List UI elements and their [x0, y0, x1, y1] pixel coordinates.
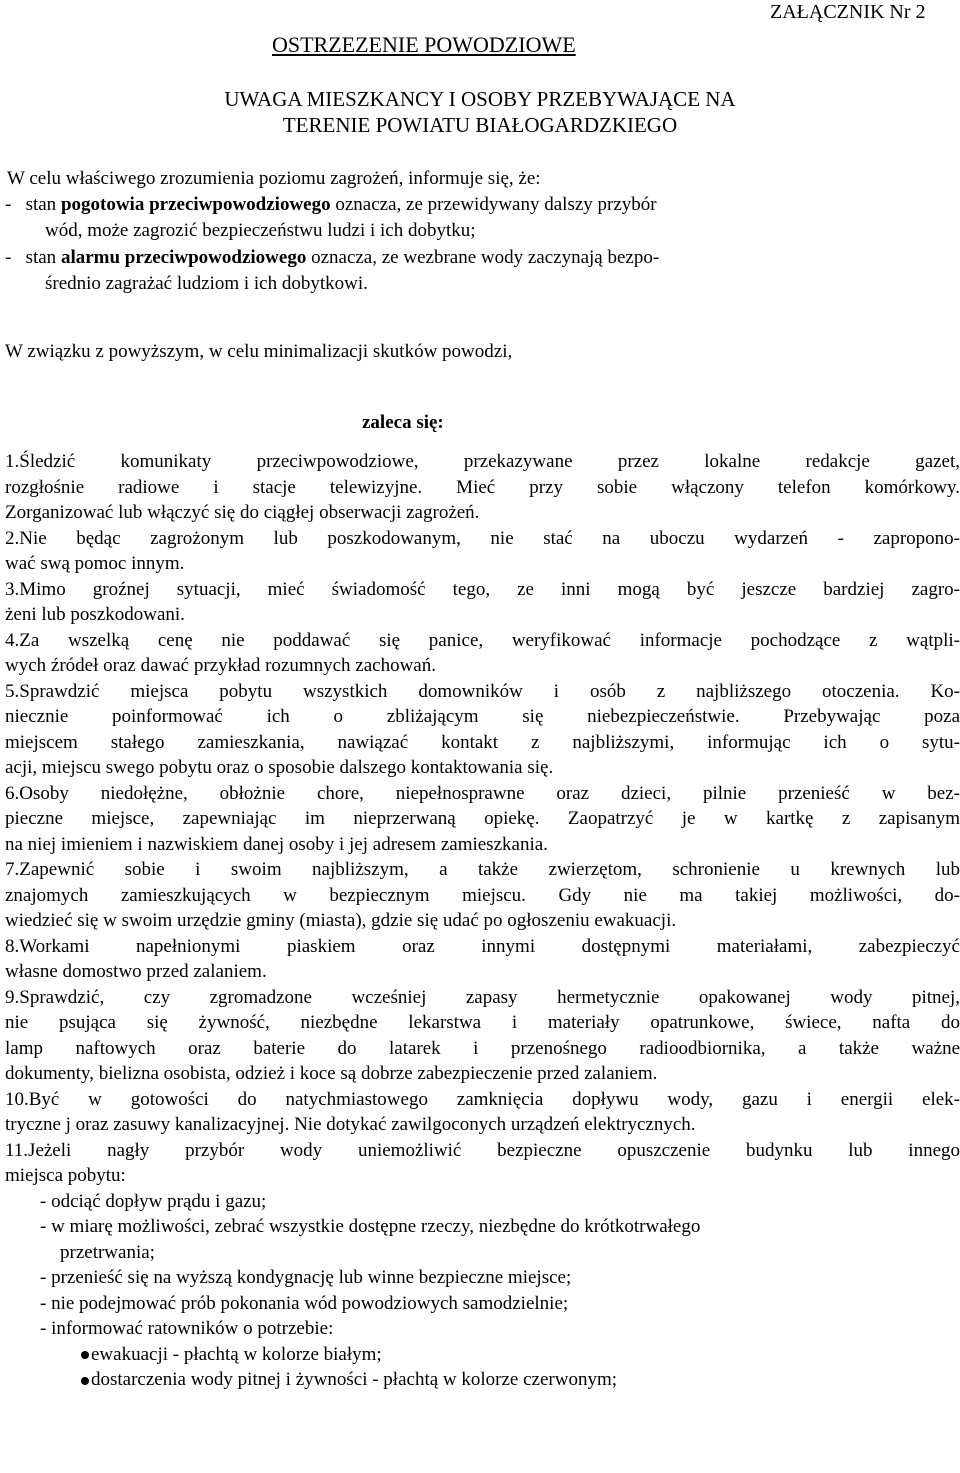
list-line: żeni lub poszkodowani.: [5, 604, 185, 625]
state-alarmu: - stan alarmu przeciwpowodziowego oznacza, ze wezbrane wody zaczynają bezpo-: [5, 247, 660, 268]
recommendation-heading: zaleca się:: [362, 412, 444, 433]
list-line: pieczne miejsce, zapewniając im nieprzerwaną opiekę. Zaopatrzyć je w kartkę z zapisanym: [5, 808, 960, 829]
list-line: miejsca pobytu:: [5, 1165, 126, 1186]
list-line: 4.Za wszelką cenę nie poddawać się panice, weryfikować informacje pochodzące z wątpli-: [5, 629, 960, 651]
sublist: [5, 1189, 960, 1342]
sublist-item: przetrwania;: [60, 1241, 155, 1263]
bullet-item: dostarczenia wody pitnej i żywności - płachtą w kolorze czerwonym;: [81, 1367, 960, 1393]
list-line: własne domostwo przed zalaniem.: [5, 961, 267, 982]
list-line: 7.Zapewnić sobie i swoim najbliższym, a także zwierzętom, schronienie u krewnych lub: [5, 859, 960, 880]
state-alarmu-continuation: średnio zagrażać ludziom i ich dobytkowi.: [45, 273, 368, 294]
bullet-icon: [81, 1351, 89, 1359]
recommendations-list: [5, 449, 960, 1393]
list-line: 1.Śledzić komunikaty przeciwpowodziowe, przekazywane przez lokalne redakcje gazet,: [5, 451, 960, 472]
state-alarmu-term: alarmu przeciwpowodziowego: [60, 247, 307, 268]
warning-heading-line-1: UWAGA MIESZKANCY I OSOBY PRZEBYWAJĄCE NA: [224, 87, 736, 111]
bullet-list: [5, 1342, 960, 1393]
sublist-item: - odciąć dopływ prądu i gazu;: [40, 1190, 267, 1212]
annex-number: ZAŁĄCZNIK Nr 2: [770, 1, 926, 23]
list-line: nie psująca się żywność, niezbędne lekarstwa i materiały opatrunkowe, świece, nafta do: [5, 1012, 960, 1033]
connector-sentence: W związku z powyższym, w celu minimalizacji skutków powodzi,: [5, 341, 513, 362]
sublist-item: - w miarę możliwości, zebrać wszystkie dostępne rzeczy, niezbędne do krótkotrwałego: [40, 1216, 701, 1237]
list-line: 6.Osoby niedołężne, obłożnie chore, niepełnosprawne oraz dzieci, pilnie przenieść w bez-: [5, 782, 960, 804]
list-line: wać swą pomoc innym.: [5, 553, 185, 574]
list-line: 5.Sprawdzić miejsca pobytu wszystkich domowników i osób z najbliższego otoczenia. Ko-: [5, 680, 960, 702]
list-line: znajomych zamieszkujących w bezpiecznym miejscu. Gdy nie ma takiej możliwości, do-: [5, 884, 960, 906]
list-line: Zorganizować lub włączyć się do ciągłej obserwacji zagrożeń.: [5, 502, 480, 523]
sublist-item: - informować ratowników o potrzebie:: [40, 1318, 334, 1339]
sublist-item: - nie podejmować prób pokonania wód powodziowych samodzielnie;: [40, 1292, 569, 1314]
bullet-icon: [81, 1377, 89, 1385]
list-line: rozgłośnie radiowe i stacje telewizyjne. Mieć przy sobie włączony telefon komórkowy.: [5, 476, 960, 498]
list-line: tryczne j oraz zasuwy kanalizacyjnej. Nie dotykać zawilgoconych urządzeń elektrycznych.: [5, 1114, 696, 1135]
list-line: 3.Mimo groźnej sytuacji, mieć świadomość tego, ze inni mogą być jeszcze bardziej zagro-: [5, 578, 960, 600]
state-pogotowia: - stan pogotowia przeciwpowodziowego oznacza, ze przewidywany dalszy przybór: [5, 194, 657, 215]
list-line: na niej imieniem i nazwiskiem danej osoby i jej adresem zamieszkania.: [5, 833, 548, 855]
list-line: acji, miejscu swego pobytu oraz o sposobie dalszego kontaktowania się.: [5, 757, 554, 778]
bullet-item: ewakuacji - płachtą w kolorze białym;: [81, 1342, 960, 1368]
list-line: lamp naftowych oraz baterie do latarek i przenośnego radioodbiornika, a także ważne: [5, 1037, 960, 1059]
warning-heading-line-2: TERENIE POWIATU BIAŁOGARDZKIEGO: [282, 113, 678, 137]
list-line: dokumenty, bielizna osobista, odzież i koce są dobrze zabezpieczenie przed zalaniem.: [5, 1063, 658, 1084]
list-line: 8.Workami napełnionymi piaskiem oraz innymi dostępnymi materiałami, zabezpieczyć: [5, 935, 960, 957]
intro-lead: W celu właściwego zrozumienia poziomu zagrożeń, informuje się, że:: [7, 168, 541, 189]
list-line: 2.Nie będąc zagrożonym lub poszkodowanym, nie stać na uboczu wydarzeń - zapropono-: [5, 527, 960, 549]
list-line: wiedzieć się w swoim urzędzie gminy (miasta), gdzie się udać po ogłoszeniu ewakuacji.: [5, 910, 677, 931]
list-line: miejscem stałego zamieszkania, nawiązać kontakt z najbliższymi, informując ich o sytu-: [5, 731, 960, 753]
list-line: 9.Sprawdzić, czy zgromadzone wcześniej zapasy hermetycznie opakowanej wody pitnej,: [5, 986, 960, 1008]
state-pogotowia-term: pogotowia przeciwpowodziowego: [60, 194, 331, 215]
state-pogotowia-continuation: wód, może zagrozić bezpieczeństwu ludzi i ich dobytku;: [45, 220, 476, 241]
list-line: 11.Jeżeli nagły przybór wody uniemożliwić bezpieczne opuszczenie budynku lub innego: [5, 1139, 960, 1161]
page-title: OSTRZEZENIE POWODZIOWE: [272, 32, 576, 57]
sublist-item: - przenieść się na wyższą kondygnację lub winne bezpieczne miejsce;: [40, 1267, 572, 1288]
list-line: 10.Być w gotowości do natychmiastowego zamknięcia dopływu wody, gazu i energii elek-: [5, 1088, 960, 1110]
list-line: wych źródeł oraz dawać przykład rozumnych zachowań.: [5, 655, 436, 676]
list-line: niecznie poinformować ich o zbliżającym się niebezpieczeństwie. Przebywając poza: [5, 706, 960, 727]
